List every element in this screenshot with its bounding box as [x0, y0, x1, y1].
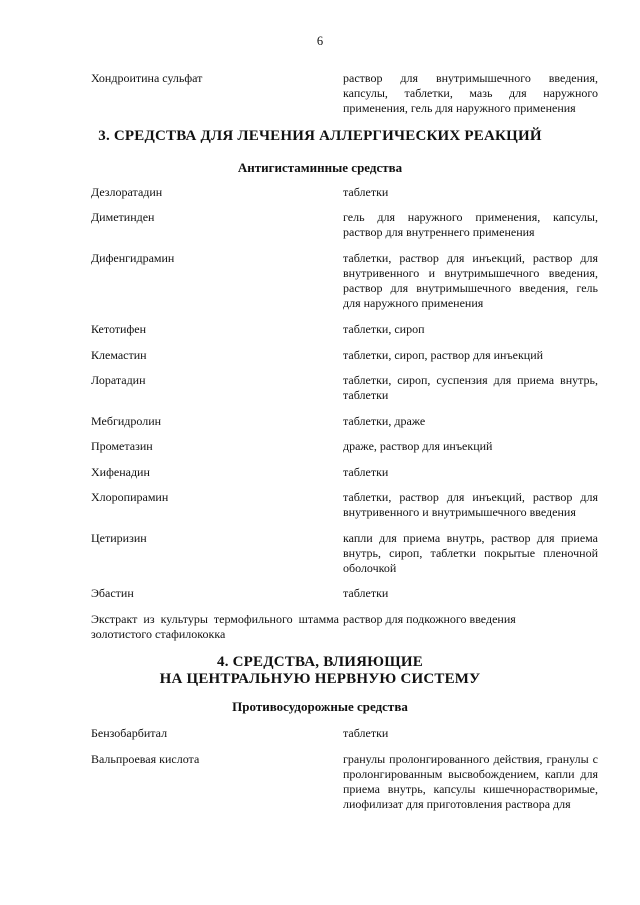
drug-name: Экстракт из культуры термофильного штамма золотистого стафилококка — [91, 612, 339, 641]
drug-name: Лоратадин — [91, 373, 146, 387]
drug-form: таблетки — [343, 185, 389, 199]
drug-form: гранулы пролонгированного действия, гранулы с пролонгированным высвобождением, капли для приема внутрь, капсулы кишечнорастворимые, лиофилизат для приготовления раствора для — [343, 752, 598, 811]
drug-form: таблетки, сироп — [343, 322, 425, 336]
drug-form: таблетки — [343, 465, 389, 479]
drug-name: Клемастин — [91, 348, 147, 362]
drug-form: таблетки, драже — [343, 414, 426, 428]
drug-name: Диметинден — [91, 210, 155, 224]
page-number: 6 — [316, 34, 324, 48]
drug-name: Бензобарбитал — [91, 726, 168, 740]
drug-form: раствор для подкожного введения — [343, 612, 516, 626]
drug-name: Цетиризин — [91, 531, 147, 545]
drug-form: таблетки, раствор для инъекций, раствор для внутривенного и внутримышечного введения — [343, 490, 598, 519]
drug-form: капли для приема внутрь, раствор для приема внутрь, сироп, таблетки покрытые пленочной оболочкой — [343, 531, 598, 575]
drug-form: таблетки — [343, 726, 389, 740]
subsection-heading: Антигистаминные средства — [237, 160, 403, 175]
drug-name: Прометазин — [91, 439, 153, 453]
drug-form: таблетки — [343, 586, 389, 600]
section-heading: НА ЦЕНТРАЛЬНУЮ НЕРВНУЮ СИСТЕМУ — [159, 671, 481, 687]
drug-form: таблетки, раствор для инъекций, раствор для внутривенного и внутримышечного введения, раствор для внутримышечного введения, гель для наружного применения — [343, 251, 598, 310]
drug-name: Хондроитина сульфат — [91, 71, 203, 85]
drug-form: драже, раствор для инъекций — [343, 439, 493, 453]
drug-name: Кетотифен — [91, 322, 146, 336]
section-heading: 3. СРЕДСТВА ДЛЯ ЛЕЧЕНИЯ АЛЛЕРГИЧЕСКИХ РЕАКЦИЙ — [98, 128, 542, 144]
drug-name: Вальпроевая кислота — [91, 752, 200, 766]
drug-name: Эбастин — [91, 586, 134, 600]
drug-form: раствор для внутримышечного введения, капсулы, таблетки, мазь для наружного применения, гель для наружного применения — [343, 71, 598, 115]
drug-form: таблетки, сироп, суспензия для приема внутрь, таблетки — [343, 373, 598, 402]
drug-name: Дезлоратадин — [91, 185, 163, 199]
drug-form: гель для наружного применения, капсулы, раствор для внутреннего применения — [343, 210, 598, 239]
section-heading: 4. СРЕДСТВА, ВЛИЯЮЩИЕ — [217, 654, 423, 670]
drug-name: Дифенгидрамин — [91, 251, 175, 265]
drug-name: Хифенадин — [91, 465, 150, 479]
drug-name: Хлоропирамин — [91, 490, 169, 504]
drug-name: Мебгидролин — [91, 414, 162, 428]
subsection-heading: Противосудорожные средства — [232, 699, 408, 714]
drug-form: таблетки, сироп, раствор для инъекций — [343, 348, 544, 362]
